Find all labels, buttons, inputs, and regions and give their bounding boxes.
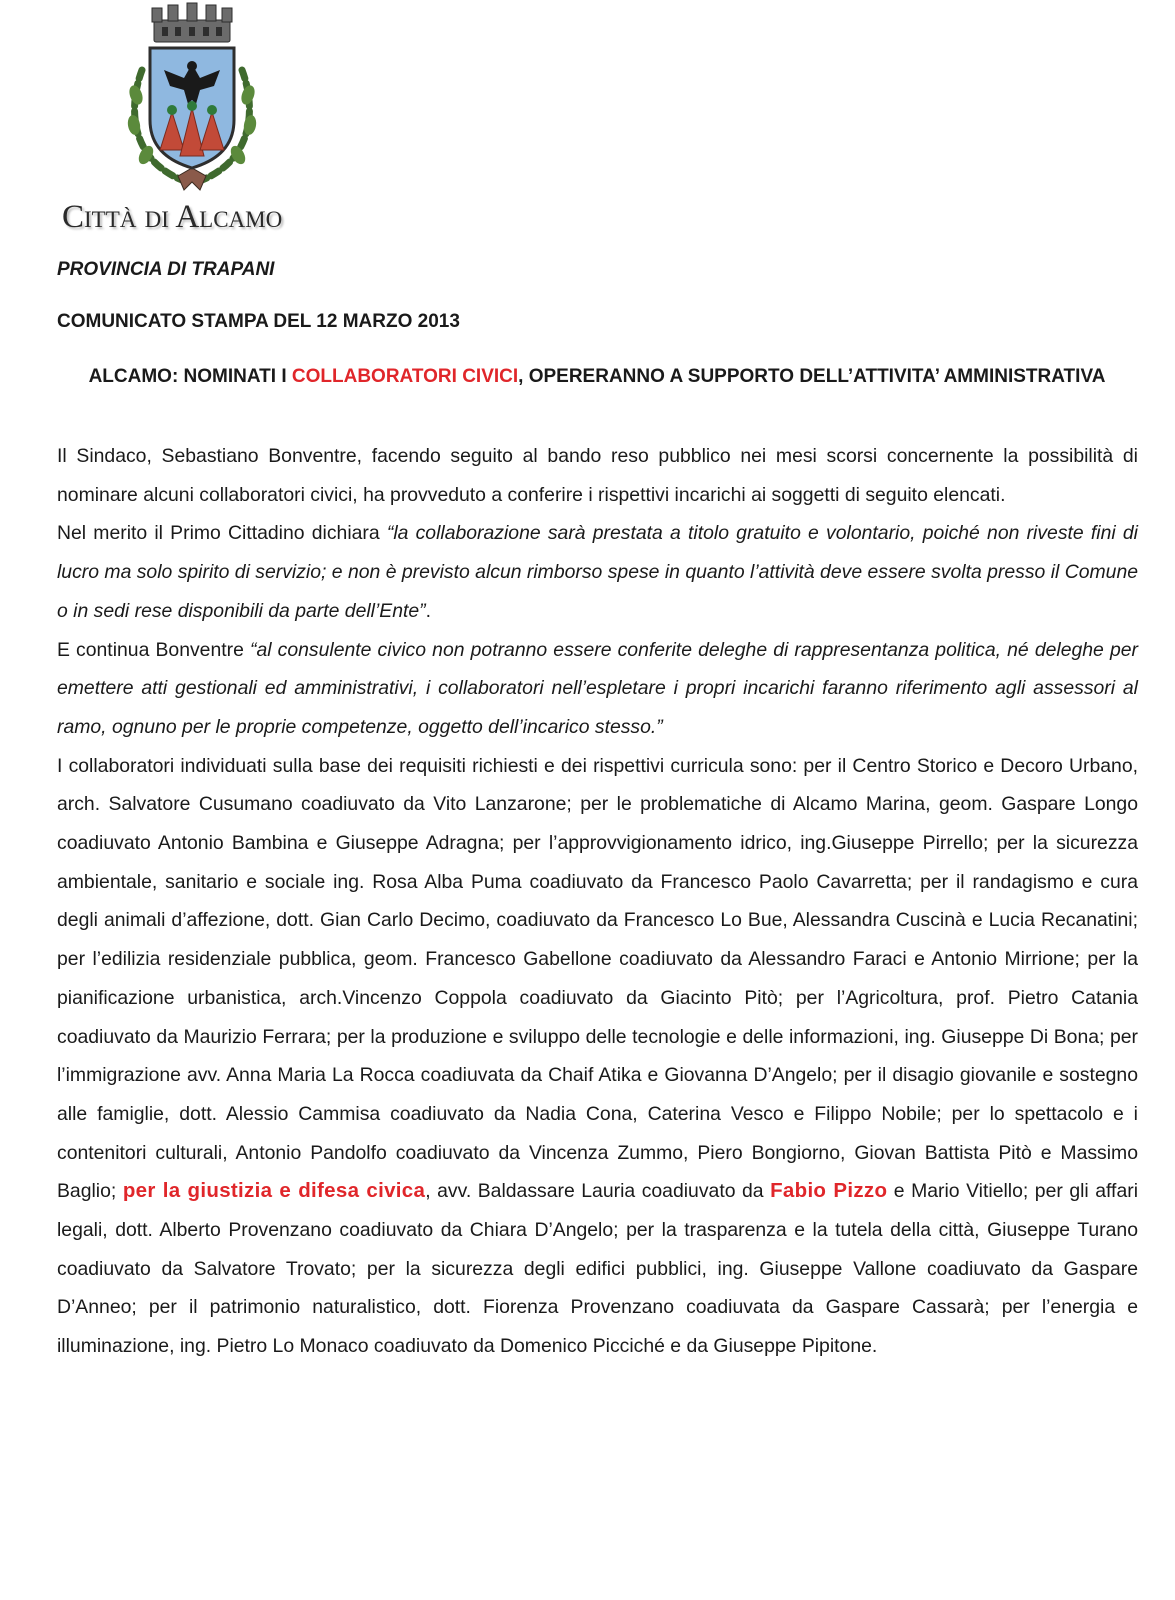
mayor-quote: “la collaborazione sarà prestata a titolo gratuito e volontario, poiché non riveste fini di lucro ma solo spirito di servizio; e non è previsto alcun rimborso spese in quanto l’attività deve essere svolta presso il Comune o in sedi rese disponibili da parte dell’Ente” (57, 522, 1139, 622)
press-release-date: COMUNICATO STAMPA DEL 12 MARZO 2013 (57, 311, 460, 332)
continuation-quote: “al consulente civico non potranno essere conferite deleghe di rappresentanza politica, né deleghe per emettere atti gestionali ed amministrativi, i collaboratori nell’espletare i propri incarichi faranno riferimento agli assessori al ramo, ognuno per le proprie competenze, oggetto dell’incarico stesso.” (57, 638, 1138, 738)
body-text (57, 437, 1138, 1366)
paragraph-2-lead: Nel merito il Primo Cittadino dichiara (57, 522, 387, 545)
city-name: Città di Alcamo (62, 199, 283, 235)
highlight-justice: per la giustizia e difesa civica (122, 1179, 426, 1203)
headline (57, 361, 1137, 392)
paragraph-2-end: . (425, 599, 432, 622)
collaborators-part-c: e Mario Vitiello; per gli affari legali, dott. Alberto Provenzano coadiuvato da Chiara D’Angelo; per la trasparenza e la tutela della città, Giuseppe Turano coadiuvato da Salvatore Trovato; per la sicurezza degli edifici pubblici, ing. Giuseppe Vallone coadiuvato da Gaspare D’Anneo; per il patrimonio naturalistico, dott. Fiorenza Provenzano coadiuvata da Gaspare Cassarà; per l’energia e illuminazione, ing. Pietro Lo Monaco coadiuvato da Domenico Picciché e da Giuseppe Pipitone. (57, 1180, 1138, 1358)
headline-part2: , OPERERANNO A SUPPORTO DELL’ATTIVITA’ AMMINISTRATIVA (518, 366, 1106, 387)
collaborators-part-a: I collaboratori individuati sulla base dei requisiti richiesti e dei rispettivi curricula sono: per il Centro Storico e Decoro Urbano, arch. Salvatore Cusumano coadiuvato da Vito Lanzarone; per le problematiche di Alcamo Marina, geom. Gaspare Longo coadiuvato Antonio Bambina e Giuseppe Adragna; per l’approvvigionamento idrico, ing.Giuseppe Pirrello; per la sicurezza ambientale, sanitario e sociale ing. Rosa Alba Puma coadiuvato da Francesco Paolo Cavarretta; per il randagismo e cura degli animali d’affezione, dott. Gian Carlo Decimo, coadiuvato da Francesco Lo Bue, Alessandra Cuscinà e Lucia Recanatini; per l’edilizia residenziale pubblica, geom. Francesco Gabellone coadiuvato da Alessandro Faraci e Antonio Mirrione; per la pianificazione urbanistica, arch.Vincenzo Coppola coadiuvato da Giacinto Pitò; per l’Agricoltura, prof. Pietro Catania coadiuvato da Maurizio Ferrara; per la produzione e sviluppo delle tecnologie e delle informazioni, ing. Giuseppe Di Bona; per l’immigrazione avv. Anna Maria La Rocca coadiuvata da Chaif Atika e Giovanna D’Angelo; per il disagio giovanile e sostegno alle famiglie, dott. Alessio Cammisa coadiuvato da Nadia Cona, Caterina Vesco e Filippo Nobile; per lo spettacolo e i contenitori culturali, Antonio Pandolfo coadiuvato da Vincenza Zummo, Piero Bongiorno, Giovan Battista Pitò e Massimo Baglio; (57, 754, 1138, 1203)
headline-highlight: COLLABORATORI CIVICI (291, 366, 519, 387)
paragraph-mayor-quote (57, 514, 1138, 630)
collaborators-part-b: , avv. Baldassare Lauria coadiuvato da (425, 1180, 771, 1203)
highlight-name: Fabio Pizzo (770, 1179, 888, 1203)
paragraph-continuation (57, 631, 1138, 747)
headline-part1: ALCAMO: NOMINATI I (88, 366, 292, 387)
paragraph-3-lead: E continua Bonventre (57, 638, 250, 661)
province-label: PROVINCIA DI TRAPANI (57, 259, 275, 280)
paragraph-intro: Il Sindaco, Sebastiano Bonventre, facendo seguito al bando reso pubblico nei mesi scorsi concernente la possibilità di nominare alcuni collaboratori civici, ha provveduto a conferire i rispettivi incarichi ai soggetti di seguito elencati. (57, 445, 1138, 506)
paragraph-collaborators-list (57, 747, 1138, 1366)
alcamo-coat-of-arms-icon (112, 0, 272, 210)
